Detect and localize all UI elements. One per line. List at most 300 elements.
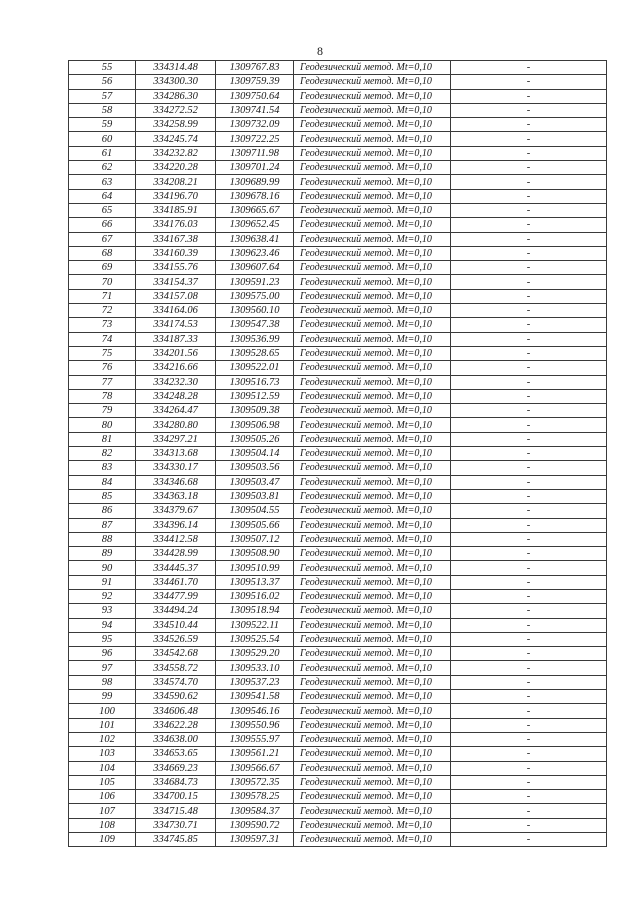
y-coordinate-cell: 1309732.09	[216, 118, 294, 132]
note-cell: -	[451, 747, 607, 761]
point-number-cell: 83	[69, 461, 136, 475]
y-coordinate-cell: 1309505.26	[216, 432, 294, 446]
method-cell: Геодезический метод. Mt=0,10	[294, 790, 451, 804]
y-coordinate-cell: 1309750.64	[216, 89, 294, 103]
page-number: 8	[317, 44, 323, 58]
x-coordinate-cell: 334185.91	[136, 203, 216, 217]
point-number-cell: 63	[69, 175, 136, 189]
table-row	[69, 675, 607, 689]
note-cell: -	[451, 232, 607, 246]
note-cell: -	[451, 132, 607, 146]
y-coordinate-cell: 1309505.66	[216, 518, 294, 532]
y-coordinate-cell: 1309541.58	[216, 690, 294, 704]
point-number-cell: 77	[69, 375, 136, 389]
point-number-cell: 65	[69, 203, 136, 217]
note-cell: -	[451, 61, 607, 75]
note-cell: -	[451, 332, 607, 346]
table-row	[69, 747, 607, 761]
note-cell: -	[451, 661, 607, 675]
method-cell: Геодезический метод. Mt=0,10	[294, 103, 451, 117]
table-row	[69, 547, 607, 561]
x-coordinate-cell: 334264.47	[136, 404, 216, 418]
table-row	[69, 346, 607, 360]
method-cell: Геодезический метод. Mt=0,10	[294, 418, 451, 432]
x-coordinate-cell: 334428.99	[136, 547, 216, 561]
x-coordinate-cell: 334715.48	[136, 804, 216, 818]
table-row	[69, 718, 607, 732]
point-number-cell: 97	[69, 661, 136, 675]
y-coordinate-cell: 1309509.38	[216, 404, 294, 418]
method-cell: Геодезический метод. Mt=0,10	[294, 561, 451, 575]
y-coordinate-cell: 1309566.67	[216, 761, 294, 775]
x-coordinate-cell: 334622.28	[136, 718, 216, 732]
point-number-cell: 69	[69, 261, 136, 275]
x-coordinate-cell: 334396.14	[136, 518, 216, 532]
note-cell: -	[451, 647, 607, 661]
table-row	[69, 75, 607, 89]
table-row	[69, 304, 607, 318]
x-coordinate-cell: 334248.28	[136, 389, 216, 403]
table-row	[69, 418, 607, 432]
method-cell: Геодезический метод. Mt=0,10	[294, 532, 451, 546]
y-coordinate-cell: 1309504.14	[216, 447, 294, 461]
point-number-cell: 102	[69, 732, 136, 746]
x-coordinate-cell: 334684.73	[136, 775, 216, 789]
note-cell: -	[451, 389, 607, 403]
note-cell: -	[451, 189, 607, 203]
point-number-cell: 67	[69, 232, 136, 246]
note-cell: -	[451, 75, 607, 89]
y-coordinate-cell: 1309575.00	[216, 289, 294, 303]
x-coordinate-cell: 334272.52	[136, 103, 216, 117]
point-number-cell: 86	[69, 504, 136, 518]
x-coordinate-cell: 334155.76	[136, 261, 216, 275]
point-number-cell: 94	[69, 618, 136, 632]
point-number-cell: 95	[69, 632, 136, 646]
x-coordinate-cell: 334461.70	[136, 575, 216, 589]
x-coordinate-cell: 334669.23	[136, 761, 216, 775]
x-coordinate-cell: 334160.39	[136, 246, 216, 260]
method-cell: Геодезический метод. Mt=0,10	[294, 661, 451, 675]
table-row	[69, 447, 607, 461]
y-coordinate-cell: 1309525.54	[216, 632, 294, 646]
point-number-cell: 58	[69, 103, 136, 117]
table-row	[69, 146, 607, 160]
table-row	[69, 761, 607, 775]
x-coordinate-cell: 334526.59	[136, 632, 216, 646]
method-cell: Геодезический метод. Mt=0,10	[294, 675, 451, 689]
note-cell: -	[451, 833, 607, 847]
method-cell: Геодезический метод. Mt=0,10	[294, 761, 451, 775]
y-coordinate-cell: 1309711.98	[216, 146, 294, 160]
point-number-cell: 92	[69, 589, 136, 603]
table-row	[69, 261, 607, 275]
point-number-cell: 71	[69, 289, 136, 303]
note-cell: -	[451, 718, 607, 732]
table-row	[69, 833, 607, 847]
table-row	[69, 118, 607, 132]
table-row	[69, 618, 607, 632]
y-coordinate-cell: 1309508.90	[216, 547, 294, 561]
table-row	[69, 232, 607, 246]
note-cell: -	[451, 504, 607, 518]
table-row	[69, 690, 607, 704]
x-coordinate-cell: 334208.21	[136, 175, 216, 189]
x-coordinate-cell: 334330.17	[136, 461, 216, 475]
x-coordinate-cell: 334558.72	[136, 661, 216, 675]
x-coordinate-cell: 334653.65	[136, 747, 216, 761]
method-cell: Геодезический метод. Mt=0,10	[294, 447, 451, 461]
point-number-cell: 75	[69, 346, 136, 360]
y-coordinate-cell: 1309529.20	[216, 647, 294, 661]
x-coordinate-cell: 334174.53	[136, 318, 216, 332]
point-number-cell: 68	[69, 246, 136, 260]
table-row	[69, 647, 607, 661]
method-cell: Геодезический метод. Mt=0,10	[294, 218, 451, 232]
table-row	[69, 561, 607, 575]
x-coordinate-cell: 334157.08	[136, 289, 216, 303]
method-cell: Геодезический метод. Mt=0,10	[294, 461, 451, 475]
method-cell: Геодезический метод. Mt=0,10	[294, 604, 451, 618]
note-cell: -	[451, 447, 607, 461]
method-cell: Геодезический метод. Mt=0,10	[294, 589, 451, 603]
note-cell: -	[451, 604, 607, 618]
point-number-cell: 80	[69, 418, 136, 432]
table-row	[69, 361, 607, 375]
note-cell: -	[451, 261, 607, 275]
y-coordinate-cell: 1309689.99	[216, 175, 294, 189]
note-cell: -	[451, 761, 607, 775]
note-cell: -	[451, 89, 607, 103]
table-row	[69, 475, 607, 489]
x-coordinate-cell: 334346.68	[136, 475, 216, 489]
method-cell: Геодезический метод. Mt=0,10	[294, 575, 451, 589]
method-cell: Геодезический метод. Mt=0,10	[294, 818, 451, 832]
table-row	[69, 218, 607, 232]
note-cell: -	[451, 790, 607, 804]
coordinates-table-body	[69, 61, 607, 847]
y-coordinate-cell: 1309547.38	[216, 318, 294, 332]
table-row	[69, 818, 607, 832]
y-coordinate-cell: 1309513.37	[216, 575, 294, 589]
y-coordinate-cell: 1309767.83	[216, 61, 294, 75]
x-coordinate-cell: 334258.99	[136, 118, 216, 132]
table-row	[69, 575, 607, 589]
method-cell: Геодезический метод. Mt=0,10	[294, 232, 451, 246]
x-coordinate-cell: 334412.58	[136, 532, 216, 546]
x-coordinate-cell: 334730.71	[136, 818, 216, 832]
x-coordinate-cell: 334196.70	[136, 189, 216, 203]
method-cell: Геодезический метод. Mt=0,10	[294, 132, 451, 146]
note-cell: -	[451, 589, 607, 603]
point-number-cell: 62	[69, 161, 136, 175]
point-number-cell: 57	[69, 89, 136, 103]
point-number-cell: 105	[69, 775, 136, 789]
table-row	[69, 318, 607, 332]
point-number-cell: 101	[69, 718, 136, 732]
method-cell: Геодезический метод. Mt=0,10	[294, 432, 451, 446]
table-row	[69, 704, 607, 718]
table-row	[69, 790, 607, 804]
coordinates-table	[68, 60, 607, 847]
table-row	[69, 732, 607, 746]
x-coordinate-cell: 334745.85	[136, 833, 216, 847]
y-coordinate-cell: 1309510.99	[216, 561, 294, 575]
y-coordinate-cell: 1309522.01	[216, 361, 294, 375]
y-coordinate-cell: 1309590.72	[216, 818, 294, 832]
x-coordinate-cell: 334297.21	[136, 432, 216, 446]
y-coordinate-cell: 1309584.37	[216, 804, 294, 818]
y-coordinate-cell: 1309506.98	[216, 418, 294, 432]
y-coordinate-cell: 1309652.45	[216, 218, 294, 232]
method-cell: Геодезический метод. Mt=0,10	[294, 146, 451, 160]
x-coordinate-cell: 334606.48	[136, 704, 216, 718]
method-cell: Геодезический метод. Mt=0,10	[294, 632, 451, 646]
y-coordinate-cell: 1309516.73	[216, 375, 294, 389]
method-cell: Геодезический метод. Mt=0,10	[294, 289, 451, 303]
point-number-cell: 59	[69, 118, 136, 132]
y-coordinate-cell: 1309722.25	[216, 132, 294, 146]
x-coordinate-cell: 334286.30	[136, 89, 216, 103]
y-coordinate-cell: 1309591.23	[216, 275, 294, 289]
point-number-cell: 72	[69, 304, 136, 318]
table-row	[69, 532, 607, 546]
point-number-cell: 66	[69, 218, 136, 232]
note-cell: -	[451, 804, 607, 818]
method-cell: Геодезический метод. Mt=0,10	[294, 718, 451, 732]
x-coordinate-cell: 334154.37	[136, 275, 216, 289]
x-coordinate-cell: 334164.06	[136, 304, 216, 318]
table-row	[69, 661, 607, 675]
point-number-cell: 70	[69, 275, 136, 289]
method-cell: Геодезический метод. Mt=0,10	[294, 375, 451, 389]
y-coordinate-cell: 1309536.99	[216, 332, 294, 346]
x-coordinate-cell: 334280.80	[136, 418, 216, 432]
method-cell: Геодезический метод. Mt=0,10	[294, 75, 451, 89]
method-cell: Геодезический метод. Mt=0,10	[294, 361, 451, 375]
method-cell: Геодезический метод. Mt=0,10	[294, 275, 451, 289]
table-row	[69, 489, 607, 503]
point-number-cell: 55	[69, 61, 136, 75]
note-cell: -	[451, 161, 607, 175]
table-row	[69, 161, 607, 175]
x-coordinate-cell: 334314.48	[136, 61, 216, 75]
table-row	[69, 89, 607, 103]
y-coordinate-cell: 1309522.11	[216, 618, 294, 632]
method-cell: Геодезический метод. Mt=0,10	[294, 389, 451, 403]
table-row	[69, 504, 607, 518]
table-row	[69, 289, 607, 303]
point-number-cell: 108	[69, 818, 136, 832]
y-coordinate-cell: 1309561.21	[216, 747, 294, 761]
method-cell: Геодезический метод. Mt=0,10	[294, 747, 451, 761]
point-number-cell: 82	[69, 447, 136, 461]
note-cell: -	[451, 675, 607, 689]
point-number-cell: 61	[69, 146, 136, 160]
point-number-cell: 93	[69, 604, 136, 618]
method-cell: Геодезический метод. Mt=0,10	[294, 833, 451, 847]
x-coordinate-cell: 334220.28	[136, 161, 216, 175]
point-number-cell: 100	[69, 704, 136, 718]
table-row	[69, 604, 607, 618]
x-coordinate-cell: 334201.56	[136, 346, 216, 360]
method-cell: Геодезический метод. Mt=0,10	[294, 246, 451, 260]
note-cell: -	[451, 532, 607, 546]
point-number-cell: 76	[69, 361, 136, 375]
note-cell: -	[451, 318, 607, 332]
point-number-cell: 99	[69, 690, 136, 704]
table-row	[69, 775, 607, 789]
method-cell: Геодезический метод. Mt=0,10	[294, 618, 451, 632]
point-number-cell: 56	[69, 75, 136, 89]
note-cell: -	[451, 346, 607, 360]
y-coordinate-cell: 1309537.23	[216, 675, 294, 689]
point-number-cell: 84	[69, 475, 136, 489]
method-cell: Геодезический метод. Mt=0,10	[294, 261, 451, 275]
note-cell: -	[451, 146, 607, 160]
x-coordinate-cell: 334313.68	[136, 447, 216, 461]
method-cell: Геодезический метод. Mt=0,10	[294, 175, 451, 189]
table-row	[69, 275, 607, 289]
method-cell: Геодезический метод. Mt=0,10	[294, 647, 451, 661]
method-cell: Геодезический метод. Mt=0,10	[294, 318, 451, 332]
table-row	[69, 203, 607, 217]
note-cell: -	[451, 203, 607, 217]
table-row	[69, 389, 607, 403]
table-row	[69, 461, 607, 475]
note-cell: -	[451, 432, 607, 446]
note-cell: -	[451, 404, 607, 418]
table-row	[69, 332, 607, 346]
table-row	[69, 132, 607, 146]
method-cell: Геодезический метод. Mt=0,10	[294, 404, 451, 418]
table-row	[69, 103, 607, 117]
point-number-cell: 74	[69, 332, 136, 346]
note-cell: -	[451, 475, 607, 489]
note-cell: -	[451, 618, 607, 632]
method-cell: Геодезический метод. Mt=0,10	[294, 775, 451, 789]
x-coordinate-cell: 334187.33	[136, 332, 216, 346]
note-cell: -	[451, 690, 607, 704]
point-number-cell: 106	[69, 790, 136, 804]
table-row	[69, 518, 607, 532]
y-coordinate-cell: 1309741.54	[216, 103, 294, 117]
y-coordinate-cell: 1309550.96	[216, 718, 294, 732]
y-coordinate-cell: 1309607.64	[216, 261, 294, 275]
method-cell: Геодезический метод. Mt=0,10	[294, 475, 451, 489]
method-cell: Геодезический метод. Mt=0,10	[294, 89, 451, 103]
x-coordinate-cell: 334167.38	[136, 232, 216, 246]
method-cell: Геодезический метод. Mt=0,10	[294, 547, 451, 561]
point-number-cell: 90	[69, 561, 136, 575]
x-coordinate-cell: 334379.67	[136, 504, 216, 518]
point-number-cell: 89	[69, 547, 136, 561]
note-cell: -	[451, 818, 607, 832]
table-row	[69, 175, 607, 189]
note-cell: -	[451, 246, 607, 260]
y-coordinate-cell: 1309597.31	[216, 833, 294, 847]
point-number-cell: 60	[69, 132, 136, 146]
method-cell: Геодезический метод. Mt=0,10	[294, 690, 451, 704]
point-number-cell: 64	[69, 189, 136, 203]
x-coordinate-cell: 334232.30	[136, 375, 216, 389]
point-number-cell: 73	[69, 318, 136, 332]
method-cell: Геодезический метод. Mt=0,10	[294, 504, 451, 518]
x-coordinate-cell: 334542.68	[136, 647, 216, 661]
point-number-cell: 79	[69, 404, 136, 418]
method-cell: Геодезический метод. Mt=0,10	[294, 332, 451, 346]
y-coordinate-cell: 1309504.55	[216, 504, 294, 518]
note-cell: -	[451, 361, 607, 375]
method-cell: Геодезический метод. Mt=0,10	[294, 704, 451, 718]
y-coordinate-cell: 1309701.24	[216, 161, 294, 175]
y-coordinate-cell: 1309516.02	[216, 589, 294, 603]
note-cell: -	[451, 289, 607, 303]
note-cell: -	[451, 518, 607, 532]
x-coordinate-cell: 334176.03	[136, 218, 216, 232]
y-coordinate-cell: 1309503.81	[216, 489, 294, 503]
note-cell: -	[451, 118, 607, 132]
method-cell: Геодезический метод. Mt=0,10	[294, 346, 451, 360]
y-coordinate-cell: 1309638.41	[216, 232, 294, 246]
y-coordinate-cell: 1309623.46	[216, 246, 294, 260]
note-cell: -	[451, 304, 607, 318]
note-cell: -	[451, 175, 607, 189]
method-cell: Геодезический метод. Mt=0,10	[294, 189, 451, 203]
x-coordinate-cell: 334445.37	[136, 561, 216, 575]
point-number-cell: 87	[69, 518, 136, 532]
note-cell: -	[451, 375, 607, 389]
point-number-cell: 104	[69, 761, 136, 775]
method-cell: Геодезический метод. Mt=0,10	[294, 161, 451, 175]
y-coordinate-cell: 1309503.56	[216, 461, 294, 475]
table-row	[69, 632, 607, 646]
x-coordinate-cell: 334245.74	[136, 132, 216, 146]
x-coordinate-cell: 334700.15	[136, 790, 216, 804]
point-number-cell: 78	[69, 389, 136, 403]
note-cell: -	[451, 489, 607, 503]
point-number-cell: 98	[69, 675, 136, 689]
note-cell: -	[451, 575, 607, 589]
y-coordinate-cell: 1309759.39	[216, 75, 294, 89]
method-cell: Геодезический метод. Mt=0,10	[294, 732, 451, 746]
table-row	[69, 375, 607, 389]
y-coordinate-cell: 1309678.16	[216, 189, 294, 203]
x-coordinate-cell: 334300.30	[136, 75, 216, 89]
point-number-cell: 91	[69, 575, 136, 589]
table-row	[69, 189, 607, 203]
note-cell: -	[451, 775, 607, 789]
point-number-cell: 109	[69, 833, 136, 847]
x-coordinate-cell: 334590.62	[136, 690, 216, 704]
x-coordinate-cell: 334510.44	[136, 618, 216, 632]
note-cell: -	[451, 418, 607, 432]
y-coordinate-cell: 1309518.94	[216, 604, 294, 618]
note-cell: -	[451, 632, 607, 646]
note-cell: -	[451, 732, 607, 746]
x-coordinate-cell: 334477.99	[136, 589, 216, 603]
x-coordinate-cell: 334494.24	[136, 604, 216, 618]
table-row	[69, 804, 607, 818]
point-number-cell: 107	[69, 804, 136, 818]
note-cell: -	[451, 547, 607, 561]
y-coordinate-cell: 1309560.10	[216, 304, 294, 318]
table-row	[69, 246, 607, 260]
y-coordinate-cell: 1309528.65	[216, 346, 294, 360]
y-coordinate-cell: 1309503.47	[216, 475, 294, 489]
method-cell: Геодезический метод. Mt=0,10	[294, 61, 451, 75]
point-number-cell: 88	[69, 532, 136, 546]
